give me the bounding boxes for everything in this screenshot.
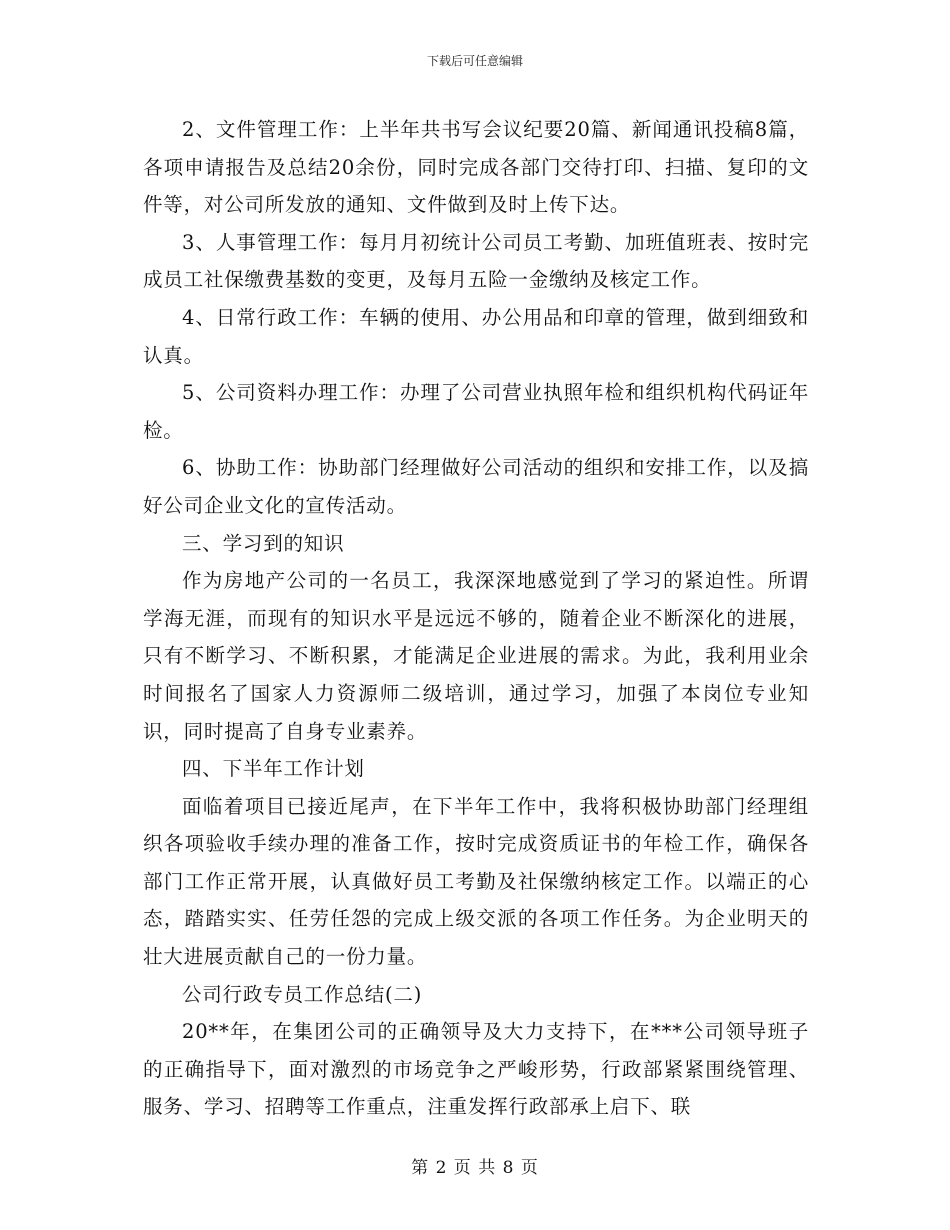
- section-heading-knowledge: 三、学习到的知识: [182, 531, 345, 555]
- section-heading-plan: 四、下半年工作计划: [182, 757, 365, 781]
- paragraph-file-management: 2、文件管理工作：上半年共书写会议纪要20篇、新闻通讯投稿8篇，各项申请报告及总结20余份，同时完成各部门交待打印、扫描、复印的文件等，对公司所发放的通知、文件做到及时上传下达。: [143, 118, 809, 217]
- paragraph-company-documents: 5、公司资料办理工作：办理了公司营业执照年检和组织机构代码证年检。: [143, 381, 809, 442]
- page-header-note: 下载后可任意编辑: [426, 54, 523, 68]
- paragraph-summary-two-intro: 20**年，在集团公司的正确领导及大力支持下，在***公司领导班子的正确指导下，面对激烈的市场竞争之严峻形势，行政部紧紧围绕管理、服务、学习、招聘等工作重点，注重发挥行政部承上启下、联: [143, 1020, 809, 1119]
- paragraph-plan: 面临着项目已接近尾声，在下半年工作中，我将积极协助部门经理组织各项验收手续办理的准备工作，按时完成资质证书的年检工作，确保各部门工作正常开展，认真做好员工考勤及社保缴纳核定工作。以端正的心态，踏踏实实、任劳任怨的完成上级交派的各项工作任务。为企业明天的壮大进展贡献自己的一份力量。: [143, 794, 809, 969]
- document-body: [143, 111, 809, 1126]
- paragraph-assistance-work: 6、协助工作：协助部门经理做好公司活动的组织和安排工作，以及搞好公司企业文化的宣传活动。: [143, 456, 809, 517]
- paragraph-personnel-management: 3、人事管理工作：每月月初统计公司员工考勤、加班值班表、按时完成员工社保缴费基数的变更，及每月五险一金缴纳及核定工作。: [143, 230, 809, 292]
- paragraph-daily-admin: 4、日常行政工作：车辆的使用、办公用品和印章的管理，做到细致和认真。: [143, 305, 809, 367]
- section-heading-summary-two: 公司行政专员工作总结(二): [182, 982, 423, 1006]
- page-number-footer: 第 2 页 共 8 页: [411, 1158, 539, 1178]
- paragraph-knowledge: 作为房地产公司的一名员工，我深深地感觉到了学习的紧迫性。所谓学海无涯，而现有的知识水平是远远不够的，随着企业不断深化的进展，只有不断学习、不断积累，才能满足企业进展的需求。为此，我利用业余时间报名了国家人力资源师二级培训，通过学习，加强了本岗位专业知识，同时提高了自身专业素养。: [143, 569, 809, 743]
